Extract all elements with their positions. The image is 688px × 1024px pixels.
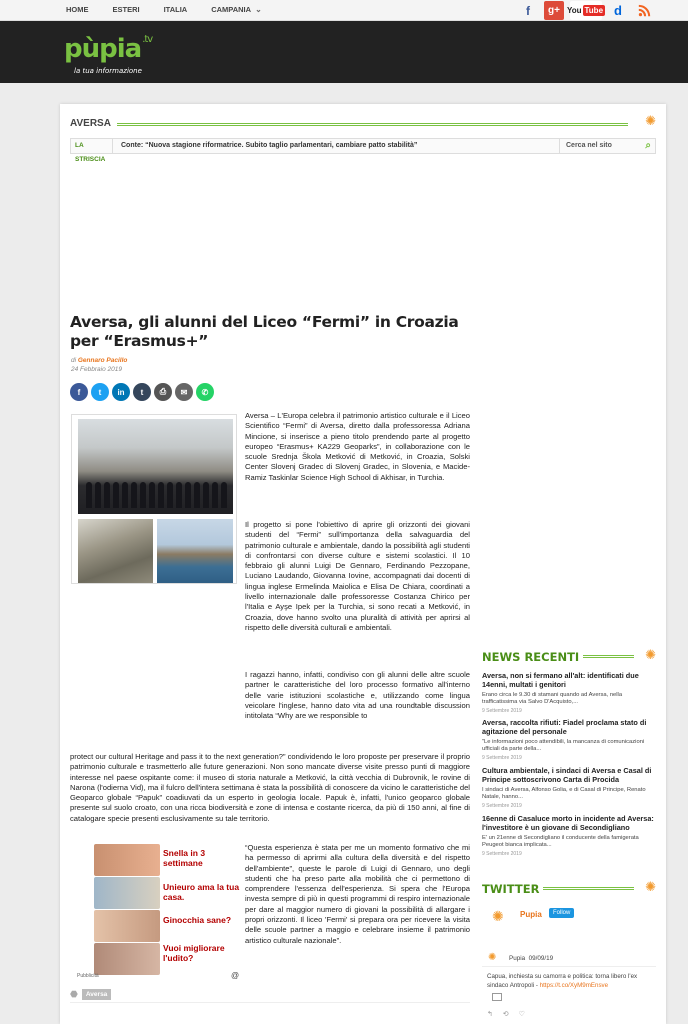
news-excerpt: "Le informazioni poco attendibili, la mancanza di comunicazioni ufficiali da parte della... — [482, 738, 645, 753]
tweet-author[interactable]: Pupia — [509, 955, 526, 962]
top-navigation — [0, 0, 688, 21]
news-excerpt: E' un 21enne di Secondigliano il conducente della famigerata Peugeot bianca implicata... — [482, 834, 639, 849]
tweet-link[interactable]: https://t.co/XyM9mEnsve — [539, 981, 609, 989]
news-title[interactable]: 16enne di Casaluce morto in incidente ad Aversa: l'investitore è un giovane di Secondigliano — [482, 814, 654, 833]
twitter-title: TWITTER — [482, 882, 543, 896]
dailymotion-icon[interactable]: d — [614, 3, 622, 18]
news-date: 9 Settembre 2019 — [482, 707, 522, 714]
chevron-down-icon[interactable]: ⌄ — [255, 5, 262, 14]
youtube-tube: Tube — [584, 6, 604, 15]
tweet-avatar-icon: ✺ — [488, 952, 497, 963]
main-menu — [66, 0, 286, 21]
tag-link[interactable]: Aversa — [82, 989, 111, 1000]
ad-link[interactable]: Ginocchia sane? — [163, 915, 232, 925]
group-photo[interactable] — [78, 419, 233, 514]
article-gallery — [71, 414, 237, 584]
ad-image[interactable] — [94, 877, 160, 909]
ad-link[interactable]: Unieuro ama la tua casa. — [163, 882, 240, 902]
article-title: Aversa, gli alunni del Liceo “Fermi” in Croazia per “Erasmus+” — [70, 313, 459, 350]
news-recent-header — [482, 647, 656, 664]
share-print-button[interactable]: ⎙ — [154, 383, 172, 401]
news-date: 9 Settembre 2019 — [482, 802, 522, 809]
news-item[interactable] — [482, 766, 656, 809]
tag-icon: ⬣ — [70, 989, 78, 999]
news-excerpt: Erano circa le 9.30 di stamani quando ad Aversa, nella trafficatissima via Salvo D'Acquisto,... — [482, 691, 623, 706]
section-divider — [532, 887, 634, 890]
news-date: 9 Settembre 2019 — [482, 850, 522, 857]
nav-esteri[interactable]: ESTERI — [112, 5, 140, 14]
news-ticker — [70, 138, 656, 163]
ad-link[interactable]: Vuoi migliorare l'udito? — [163, 943, 225, 963]
article-paragraph: Aversa – L'Europa celebra il patrimonio artistico culturale e il Liceo Scientifico “Fermi” di Aversa, diretto dalla professoressa Adriana Mincione, si inserisce a pieno titolo prendendo parte al progetto europeo “Erasmus+ KA229 Geoparks”, in collaborazione con le scuole Srednja Škola Metković di Metković, in Croazia, Solski Center Slovenj Gradec di Slovenj Gradec, in Slovenia, e Macide-Ramiz Taskinlar Science High School di Akhisar, in Turchia. — [245, 411, 470, 482]
ticker-headline[interactable]: Conte: “Nuova stagione riformatrice. Subito taglio parlamentari, cambiare patto stabilità” — [121, 142, 418, 149]
news-recent-title: NEWS RECENTI — [482, 650, 583, 664]
search-placeholder: Cerca nel sito — [566, 142, 612, 149]
social-links — [518, 1, 654, 20]
image-icon[interactable] — [492, 993, 502, 1001]
article-date: 24 Febbraio 2019 — [71, 366, 122, 373]
section-header — [70, 113, 656, 130]
news-item[interactable] — [482, 814, 656, 857]
share-email-button[interactable]: ✉ — [175, 383, 193, 401]
ad-image[interactable] — [94, 910, 160, 942]
ticker-label: LA STRISCIA — [71, 139, 113, 153]
site-header — [0, 21, 688, 83]
article-paragraph: I ragazzi hanno, infatti, condiviso con gli alunni delle altre scuole partner le caratteristiche del loro processo formativo all'interno delle varie istituzioni scolastiche e, utilizzando come lingua veicolare l'inglese, hanno dato vita ad una roundtable discussion intitolata “Why are we responsible to — [245, 670, 470, 721]
news-title[interactable]: Aversa, non si fermano all'alt: identificati due 14enni, multati i genitori — [482, 671, 639, 690]
ad-image[interactable] — [94, 844, 160, 876]
logo-name: pùpia — [64, 34, 142, 64]
dubrovnik-photo[interactable] — [157, 519, 233, 583]
rss-icon[interactable] — [634, 1, 654, 20]
news-item[interactable] — [482, 671, 656, 714]
tweet-text — [487, 973, 655, 990]
forest-photo[interactable] — [78, 519, 153, 583]
news-item[interactable] — [482, 718, 656, 761]
logo-suffix: .tv — [142, 34, 153, 45]
divider — [482, 966, 656, 967]
tweet-actions[interactable]: ↰ ⟲ ♡ — [487, 1011, 529, 1018]
ad-block[interactable] — [70, 844, 240, 982]
section-title[interactable]: AVERSA — [70, 118, 117, 129]
ad-link[interactable]: Snella in 3 settimane — [163, 848, 206, 868]
by-prefix: di — [71, 357, 77, 364]
share-twitter-button[interactable]: t — [91, 383, 109, 401]
nav-campania[interactable]: CAMPANIA — [211, 5, 252, 14]
article-tags — [70, 989, 111, 1000]
facebook-icon[interactable]: f — [526, 3, 530, 18]
tweet-body: Capua, inchiesta su camorra e politica: torna libero l'ex sindaco Antropoli - — [487, 973, 638, 989]
share-linkedin-button[interactable]: in — [112, 383, 130, 401]
ad-image[interactable] — [94, 943, 160, 975]
article-paragraph: Il progetto si pone l'obiettivo di aprire gli orizzonti dei giovani studenti del “Fermi” sull'importanza della salvaguardia del patrimonio culturale e ambientale, dando la possibilità agli studenti di confrontarsi con diverse culture e sistemi scolastici. Il 10 febbraio gli alunni Luigi De Gennaro, Ferdinando Pezzopane, Luciano Laudando, Giovanna Iovine, accompagnati dai docenti di lingua inglese Ermelinda Maiolica e Elisa De Chiara, coordinati a livello internazionale dalle professoresse Costanza Chirico per l'Italia e Ayşe Ipek per la Turchia, si sono recati a Metković, in Croazia, dove hanno svolto una pluralità di attività per aprirsi al rispetto delle diversità culturali e ambientali. — [245, 520, 470, 632]
search-icon[interactable]: ⌕ — [645, 140, 651, 151]
twitter-account-name[interactable]: Pupia — [520, 910, 542, 919]
googleplus-icon[interactable]: g+ — [544, 1, 564, 20]
news-title[interactable]: Aversa, raccolta rifiuti: Fiadel proclama stato di agitazione del personale — [482, 718, 647, 737]
article-paragraph: protect our cultural Heritage and pass it to the next generation?” condividendo le loro proposte per preservare il proprio patrimonio culturale e trasmetterlo alle future generazioni. Non sono mancate diverse visite presso punti di maggiore interesse nel paese ospitante come: il museo di storia naturale a Metković, la città vecchia di Dubrovnik, le rovine di Narona (l'odierna Vid), ma il fulcro dell'intera settimana è stata la possibilità di conoscere da vicino le caratteristiche del Geoparco globale “Papuk” coadiuvati da un esperto in geologia locale. Papuk è, infatti, l'unico geoparco globale presente sul suolo croato, con una ricca biodiversità e zone di intensa e costante ricerca, da più di 150 anni, al fine di catalogare specie presenti esclusivamente su tale territorio. — [70, 752, 470, 823]
tweet-date[interactable]: 09/09/19 — [528, 955, 554, 962]
news-date: 9 Settembre 2019 — [482, 754, 522, 761]
pupia-avatar-icon: ✺ — [492, 908, 504, 924]
news-excerpt: I sindaci di Aversa, Alfonso Golia, e di Casal di Principe, Renato Natale, hanno... — [482, 786, 646, 801]
ad-label: Pubblicità — [77, 973, 99, 979]
sun-icon: ✺ — [645, 879, 656, 894]
tweet-header — [509, 955, 553, 962]
article-byline — [71, 356, 127, 374]
article-paragraph: “Questa esperienza è stata per me un momento formativo che mi ha permesso di aprirmi alla cultura della diversità e del rispetto dell'ambiente”, queste le parole di Luigi di Gennaro, uno degli studenti che ha preso parte alla mobilità che ci permettono di comprendere l'essenza dell'esperienza. Si spera che l'Europa investa sempre di più in questi programmi di respiro internazionale per dare al maggior numero di giovani la possibilità di allargare i propri orizzonti. Il liceo 'Fermi' si prepara ora per ricevere la visita delle scuole partner a maggio e celebrare insieme il patrimonio artistico culturale nazionale”. — [245, 843, 470, 945]
sun-icon: ✺ — [645, 113, 656, 128]
twitter-header — [482, 879, 656, 896]
author-link[interactable]: Gennaro Pacillo — [77, 357, 128, 364]
section-divider — [110, 123, 628, 126]
logo-tagline: la tua informazione — [74, 67, 142, 75]
site-logo[interactable] — [64, 34, 153, 75]
nav-home[interactable]: HOME — [66, 5, 89, 14]
share-buttons — [70, 383, 214, 401]
divider — [70, 1002, 470, 1003]
youtube-you: You — [566, 6, 582, 15]
share-whatsapp-button[interactable]: ✆ — [196, 383, 214, 401]
sun-icon: ✺ — [645, 647, 656, 662]
share-facebook-button[interactable]: f — [70, 383, 88, 401]
search-input[interactable] — [559, 139, 655, 153]
follow-button[interactable]: Follow — [549, 908, 574, 918]
main-content — [60, 104, 666, 1024]
news-title[interactable]: Cultura ambientale, i sindaci di Aversa e Casal di Principe sottoscrivono Carta di Procida — [482, 766, 652, 785]
ad-brand-icon[interactable]: @ — [231, 971, 240, 980]
share-tumblr-button[interactable]: t — [133, 383, 151, 401]
nav-italia[interactable]: ITALIA — [163, 5, 188, 14]
youtube-icon[interactable] — [566, 1, 604, 20]
